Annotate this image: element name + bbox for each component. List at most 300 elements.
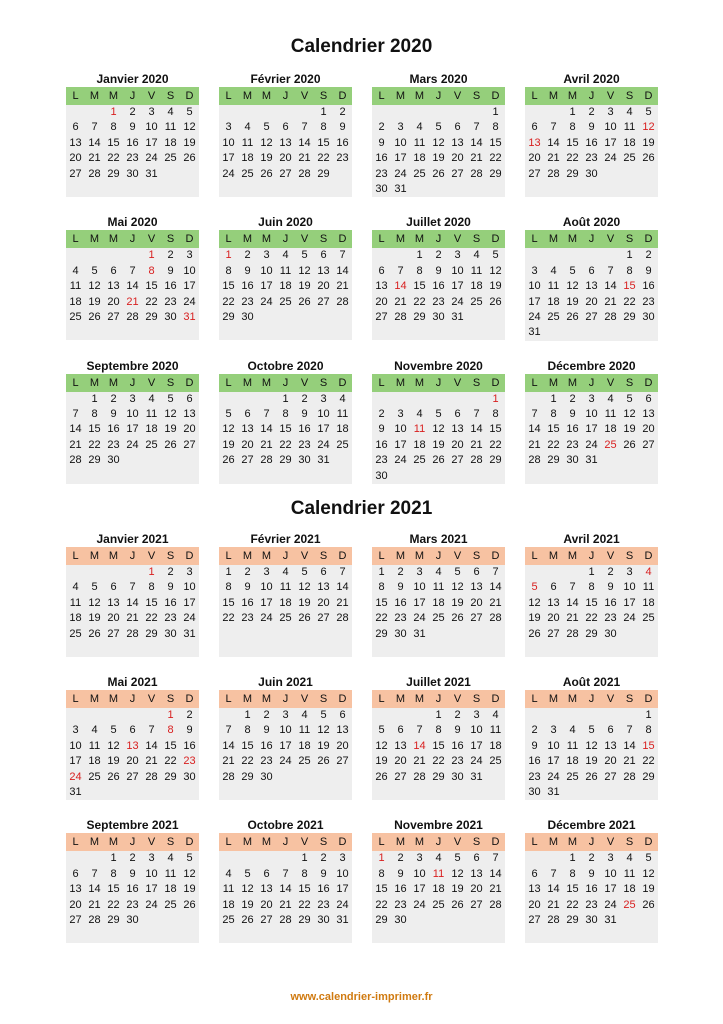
day-cell: 22: [222, 295, 235, 308]
weekday-header: [66, 374, 199, 392]
day-cell: 22: [623, 295, 636, 308]
weekday-label: J: [282, 233, 289, 246]
day-cell: 30: [394, 627, 407, 640]
day-cell: 30: [566, 454, 579, 467]
weekday-header: [219, 87, 352, 105]
day-cell: 15: [145, 596, 158, 609]
day-cell: 4: [607, 392, 614, 405]
day-cell: 5: [301, 566, 308, 578]
weekday-label: D: [338, 693, 347, 705]
day-cell: 17: [547, 755, 560, 768]
weekday-header: [219, 547, 352, 565]
holiday-day-cell: 14: [394, 280, 407, 293]
month-block: [219, 675, 352, 800]
day-cell: 29: [241, 770, 254, 783]
day-cell: 3: [626, 566, 633, 578]
day-cell: 2: [397, 566, 404, 578]
day-cell: 23: [585, 898, 598, 911]
day-cell: 8: [416, 264, 423, 277]
weekday-header: [219, 833, 352, 851]
weekday-label: M: [395, 376, 406, 389]
holiday-day-cell: 25: [604, 438, 617, 451]
day-cell: 24: [336, 898, 349, 911]
day-cell: 12: [298, 581, 311, 594]
day-cell: 13: [279, 136, 292, 149]
day-cell: 12: [585, 739, 598, 752]
day-cell: 29: [375, 913, 388, 926]
day-cell: 4: [225, 867, 232, 880]
weekday-label: D: [491, 376, 500, 389]
day-cell: 11: [642, 581, 655, 594]
day-grid: [219, 105, 352, 197]
weekday-label: S: [472, 836, 481, 849]
day-grid: [372, 248, 505, 340]
day-cell: 3: [72, 724, 79, 737]
day-cell: 29: [623, 310, 636, 323]
day-cell: 18: [241, 152, 254, 165]
weekday-label: D: [338, 233, 347, 246]
year-grid-2020: [66, 72, 658, 484]
day-grid: [372, 105, 505, 197]
day-cell: 3: [473, 709, 480, 721]
day-cell: 3: [186, 249, 193, 262]
weekday-label: D: [185, 836, 194, 849]
day-cell: 17: [451, 280, 464, 293]
weekday-label: V: [300, 376, 309, 389]
day-cell: 10: [470, 724, 483, 737]
empty-day-cell: [104, 248, 123, 263]
day-cell: 2: [320, 852, 327, 865]
day-cell: 23: [164, 295, 177, 308]
day-cell: 7: [492, 852, 499, 865]
day-cell: 29: [279, 454, 292, 467]
day-cell: 27: [317, 612, 330, 625]
month-block: [525, 675, 658, 800]
holiday-day-cell: 5: [531, 581, 538, 594]
day-cell: 18: [145, 423, 158, 436]
weekday-label: M: [89, 693, 100, 705]
day-cell: 21: [88, 152, 101, 165]
month-block: [525, 532, 658, 657]
day-cell: 15: [489, 423, 502, 436]
day-cell: 16: [317, 883, 330, 896]
day-cell: 19: [585, 755, 598, 768]
empty-day-cell: [391, 105, 410, 120]
empty-day-cell: [142, 708, 161, 723]
day-cell: 13: [69, 883, 82, 896]
month-block: [525, 818, 658, 943]
weekday-label: M: [242, 233, 253, 246]
empty-day-cell: [525, 565, 544, 580]
holiday-day-cell: 13: [126, 739, 139, 752]
day-cell: 12: [164, 408, 177, 421]
weekday-label: V: [300, 836, 309, 849]
weekday-label: D: [644, 90, 653, 102]
day-cell: 28: [145, 770, 158, 783]
weekday-label: L: [225, 693, 232, 705]
day-cell: 24: [604, 898, 617, 911]
weekday-label: L: [72, 376, 79, 389]
weekday-label: M: [261, 90, 272, 102]
day-cell: 31: [317, 454, 330, 467]
day-cell: 20: [528, 898, 541, 911]
day-cell: 22: [489, 152, 502, 165]
day-cell: 3: [263, 249, 270, 262]
weekday-label: J: [129, 550, 136, 562]
day-cell: 3: [416, 852, 423, 865]
weekday-label: S: [319, 836, 328, 849]
day-cell: 17: [413, 883, 426, 896]
empty-day-cell: [601, 708, 620, 723]
weekday-label: J: [282, 836, 289, 849]
day-cell: 27: [69, 913, 82, 926]
day-cell: 10: [183, 581, 196, 594]
day-cell: 18: [413, 152, 426, 165]
day-cell: 25: [642, 612, 655, 625]
day-cell: 30: [642, 310, 655, 323]
weekday-label: M: [567, 90, 578, 102]
month-block: [372, 532, 505, 657]
holiday-day-cell: 8: [167, 724, 174, 737]
day-cell: 19: [183, 136, 196, 149]
day-cell: 7: [91, 867, 98, 880]
day-cell: 3: [282, 709, 289, 721]
weekday-label: L: [378, 836, 385, 849]
empty-day-cell: [544, 708, 563, 723]
day-cell: 6: [378, 264, 385, 277]
empty-day-cell: [85, 565, 104, 580]
day-cell: 26: [432, 454, 445, 467]
weekday-label: D: [185, 693, 194, 705]
day-cell: 25: [69, 310, 82, 323]
day-cell: 13: [547, 596, 560, 609]
day-cell: 19: [642, 883, 655, 896]
day-cell: 15: [317, 136, 330, 149]
weekday-label: M: [548, 90, 559, 102]
weekday-label: S: [319, 693, 328, 705]
day-cell: 30: [107, 454, 120, 467]
day-cell: 4: [569, 724, 576, 737]
day-cell: 15: [241, 739, 254, 752]
day-cell: 18: [566, 755, 579, 768]
holiday-day-cell: 12: [642, 121, 655, 134]
day-cell: 3: [607, 106, 614, 118]
day-cell: 22: [107, 152, 120, 165]
day-cell: 9: [110, 408, 117, 421]
weekday-label: V: [147, 376, 156, 389]
day-cell: 8: [225, 581, 232, 594]
day-cell: 20: [107, 612, 120, 625]
empty-day-cell: [257, 392, 276, 407]
month-name: Avril 2020: [563, 72, 620, 86]
day-cell: 23: [394, 898, 407, 911]
day-cell: 11: [222, 883, 235, 896]
weekday-label: M: [108, 376, 119, 389]
day-grid: [66, 851, 199, 943]
day-cell: 14: [260, 423, 273, 436]
day-cell: 13: [107, 596, 120, 609]
day-cell: 2: [435, 249, 442, 262]
month-block: [66, 532, 199, 657]
day-cell: 11: [413, 136, 426, 149]
day-cell: 20: [528, 152, 541, 165]
day-cell: 13: [260, 883, 273, 896]
day-cell: 3: [454, 249, 461, 262]
weekday-label: L: [225, 550, 232, 562]
day-cell: 22: [375, 898, 388, 911]
day-cell: 26: [528, 627, 541, 640]
day-cell: 7: [148, 724, 155, 737]
weekday-label: S: [625, 90, 634, 102]
day-cell: 9: [588, 867, 595, 880]
day-cell: 11: [547, 280, 560, 293]
day-cell: 10: [145, 121, 158, 134]
day-cell: 8: [244, 724, 251, 737]
day-cell: 19: [642, 136, 655, 149]
weekday-label: D: [185, 376, 194, 389]
day-cell: 2: [378, 408, 385, 421]
day-cell: 19: [317, 739, 330, 752]
day-cell: 13: [470, 867, 483, 880]
day-cell: 14: [298, 136, 311, 149]
day-cell: 12: [107, 739, 120, 752]
day-cell: 5: [645, 852, 652, 865]
day-cell: 16: [585, 883, 598, 896]
month-block: [66, 72, 199, 197]
day-cell: 25: [566, 770, 579, 783]
weekday-label: L: [72, 836, 79, 849]
weekday-header: [372, 547, 505, 565]
weekday-label: L: [225, 233, 232, 246]
weekday-label: L: [531, 836, 538, 849]
day-cell: 21: [489, 883, 502, 896]
day-cell: 29: [413, 310, 426, 323]
day-cell: 22: [585, 612, 598, 625]
empty-day-cell: [85, 248, 104, 263]
footer-website-link[interactable]: www.calendrier-imprimer.fr: [290, 991, 433, 1003]
weekday-header: [219, 690, 352, 708]
weekday-header: [525, 833, 658, 851]
day-cell: 10: [585, 408, 598, 421]
day-cell: 8: [550, 408, 557, 421]
day-cell: 28: [489, 898, 502, 911]
day-cell: 16: [375, 438, 388, 451]
day-cell: 24: [451, 295, 464, 308]
weekday-label: M: [242, 693, 253, 705]
day-cell: 18: [164, 136, 177, 149]
day-cell: 16: [604, 596, 617, 609]
day-cell: 12: [222, 423, 235, 436]
day-cell: 15: [585, 596, 598, 609]
weekday-label: S: [166, 836, 175, 849]
day-cell: 27: [394, 770, 407, 783]
day-cell: 13: [69, 136, 82, 149]
holiday-day-cell: 1: [225, 249, 232, 262]
day-cell: 29: [585, 627, 598, 640]
day-cell: 16: [451, 739, 464, 752]
day-cell: 7: [263, 408, 270, 421]
holiday-day-cell: 1: [148, 566, 155, 578]
day-cell: 20: [107, 295, 120, 308]
day-cell: 11: [432, 581, 445, 594]
day-cell: 21: [260, 438, 273, 451]
holiday-day-cell: 11: [413, 423, 426, 436]
day-cell: 22: [432, 755, 445, 768]
weekday-label: J: [588, 90, 595, 102]
day-cell: 12: [432, 423, 445, 436]
day-cell: 6: [320, 566, 327, 578]
month-name: Mai 2020: [107, 215, 158, 230]
day-cell: 30: [164, 310, 177, 323]
weekday-label: S: [166, 376, 175, 389]
day-cell: 1: [492, 106, 499, 118]
day-cell: 10: [413, 867, 426, 880]
day-cell: 19: [432, 152, 445, 165]
weekday-label: D: [338, 836, 347, 849]
day-cell: 29: [145, 310, 158, 323]
day-cell: 7: [225, 724, 232, 737]
weekday-label: M: [414, 693, 425, 705]
weekday-label: M: [567, 693, 578, 705]
day-cell: 18: [642, 596, 655, 609]
day-cell: 23: [241, 612, 254, 625]
weekday-label: V: [300, 90, 309, 102]
day-cell: 3: [320, 392, 327, 405]
day-cell: 12: [88, 596, 101, 609]
day-cell: 30: [394, 913, 407, 926]
weekday-label: L: [378, 376, 385, 389]
day-cell: 6: [645, 392, 652, 405]
weekday-label: D: [644, 376, 653, 389]
month-name: Juillet 2021: [406, 675, 471, 689]
weekday-label: V: [147, 550, 156, 562]
day-cell: 21: [470, 152, 483, 165]
weekday-header: [372, 230, 505, 248]
day-grid: [372, 392, 505, 484]
month-block: [372, 72, 505, 197]
weekday-label: J: [282, 376, 289, 389]
day-cell: 6: [244, 408, 251, 421]
day-cell: 29: [145, 627, 158, 640]
day-cell: 28: [279, 913, 292, 926]
day-cell: 10: [604, 867, 617, 880]
empty-day-cell: [66, 248, 85, 263]
day-cell: 12: [566, 280, 579, 293]
weekday-label: L: [378, 693, 385, 705]
day-cell: 30: [298, 454, 311, 467]
day-cell: 17: [585, 423, 598, 436]
day-cell: 19: [528, 612, 541, 625]
day-cell: 3: [531, 264, 538, 277]
day-cell: 15: [432, 739, 445, 752]
weekday-label: D: [338, 550, 347, 562]
month-block: [219, 359, 352, 484]
day-cell: 10: [528, 280, 541, 293]
day-cell: 25: [623, 152, 636, 165]
day-cell: 2: [167, 566, 174, 578]
day-cell: 14: [88, 883, 101, 896]
day-cell: 27: [470, 612, 483, 625]
weekday-label: L: [225, 90, 232, 102]
weekday-label: S: [472, 233, 481, 246]
day-cell: 8: [569, 121, 576, 134]
day-cell: 22: [566, 898, 579, 911]
day-cell: 30: [375, 469, 388, 482]
day-cell: 19: [451, 883, 464, 896]
day-cell: 25: [413, 454, 426, 467]
day-cell: 5: [186, 106, 193, 118]
day-cell: 5: [167, 392, 174, 405]
day-cell: 23: [164, 612, 177, 625]
day-cell: 25: [547, 310, 560, 323]
day-cell: 23: [317, 898, 330, 911]
day-cell: 6: [263, 867, 270, 880]
day-cell: 28: [489, 612, 502, 625]
empty-day-cell: [467, 105, 486, 120]
day-cell: 24: [222, 167, 235, 180]
day-cell: 12: [183, 121, 196, 134]
day-cell: 20: [279, 152, 292, 165]
day-cell: 28: [547, 167, 560, 180]
day-cell: 15: [222, 280, 235, 293]
month-name: Décembre 2021: [547, 818, 636, 833]
weekday-label: V: [147, 233, 156, 246]
day-cell: 1: [569, 852, 576, 865]
empty-day-cell: [66, 851, 85, 866]
empty-day-cell: [525, 248, 544, 263]
holiday-day-cell: 1: [167, 709, 174, 721]
day-cell: 14: [547, 136, 560, 149]
day-cell: 17: [394, 152, 407, 165]
day-cell: 16: [642, 280, 655, 293]
month-name: Novembre 2021: [394, 818, 483, 833]
day-cell: 29: [566, 167, 579, 180]
weekday-label: S: [166, 550, 175, 562]
empty-day-cell: [66, 105, 85, 120]
weekday-label: M: [395, 836, 406, 849]
day-cell: 20: [394, 755, 407, 768]
day-cell: 1: [645, 709, 652, 721]
weekday-label: J: [282, 90, 289, 102]
day-cell: 15: [107, 883, 120, 896]
day-cell: 14: [470, 136, 483, 149]
empty-day-cell: [123, 248, 142, 263]
day-cell: 7: [550, 867, 557, 880]
day-cell: 14: [126, 280, 139, 293]
day-cell: 7: [91, 121, 98, 134]
weekday-label: M: [567, 836, 578, 849]
weekday-label: M: [395, 233, 406, 246]
day-cell: 19: [183, 883, 196, 896]
day-cell: 9: [435, 264, 442, 277]
day-cell: 9: [320, 867, 327, 880]
day-cell: 18: [623, 136, 636, 149]
day-grid: [525, 565, 658, 657]
day-cell: 21: [298, 152, 311, 165]
day-cell: 19: [298, 596, 311, 609]
month-block: [372, 359, 505, 484]
empty-day-cell: [123, 708, 142, 723]
month-name: Avril 2021: [563, 532, 620, 546]
holiday-day-cell: 1: [110, 106, 117, 118]
day-cell: 28: [470, 454, 483, 467]
day-cell: 24: [413, 612, 426, 625]
day-cell: 12: [241, 883, 254, 896]
day-cell: 13: [317, 264, 330, 277]
day-cell: 12: [642, 867, 655, 880]
month-block: [372, 818, 505, 943]
day-cell: 18: [489, 739, 502, 752]
